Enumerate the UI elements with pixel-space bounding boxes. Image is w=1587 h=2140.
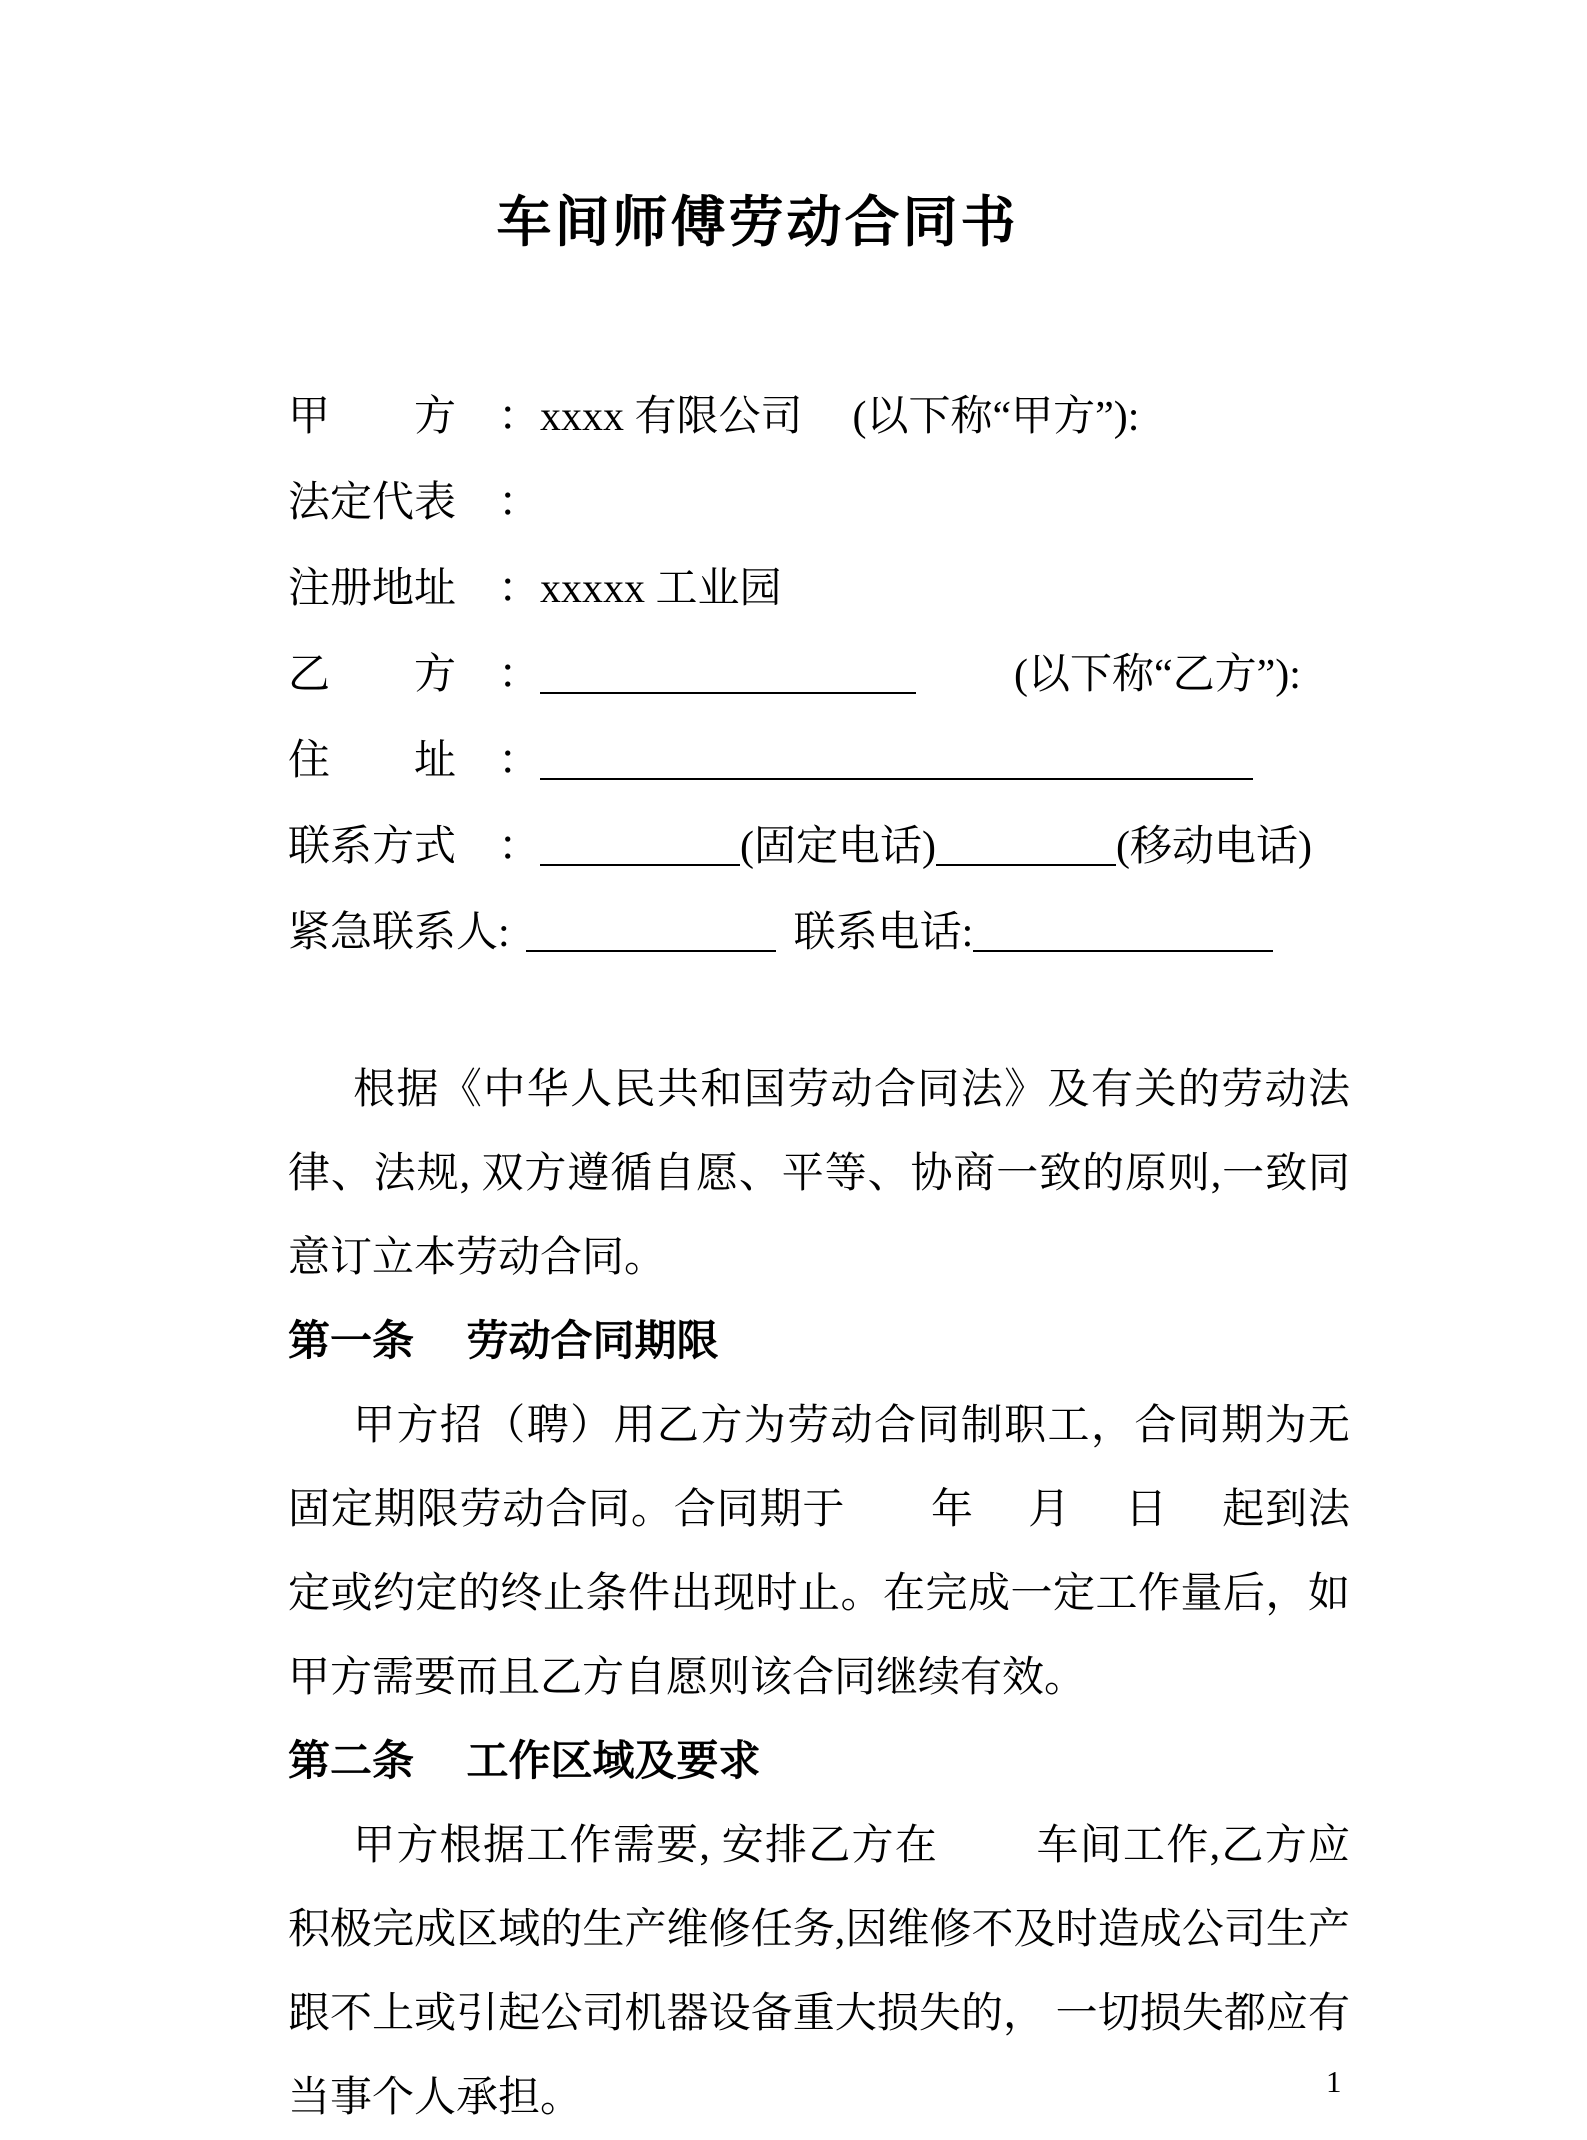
party-b-label: 乙 方 ： [288, 652, 541, 698]
preamble-paragraph: 根据《中华人民共和国劳动合同法》及有关的劳动法律、法规, 双方遵循自愿、平等、协商一致的原则,一致同意订立本劳动合同。 [288, 1067, 1350, 1281]
party-b-name-blank[interactable] [540, 684, 916, 694]
field-row-party-a [288, 374, 1448, 460]
emergency-phone-label: 联系电话: [793, 910, 974, 956]
fixed-phone-label: (固定电话) [740, 824, 936, 870]
field-row-emergency [288, 890, 1448, 976]
mobile-phone-blank[interactable] [936, 856, 1116, 866]
article-1-heading: 第一条 劳动合同期限 [288, 1319, 719, 1365]
contract-body [288, 1048, 1350, 2140]
reg-address-label: 注册地址 ： [288, 566, 541, 612]
address-label: 住 址 ： [288, 738, 541, 784]
address-blank[interactable] [540, 770, 1253, 780]
emergency-name-blank[interactable] [526, 942, 776, 952]
field-row-reg-address [288, 546, 1448, 632]
field-row-address [288, 718, 1448, 804]
emergency-contact-label: 紧急联系人: [288, 910, 510, 956]
party-b-note: (以下称“乙方”): [1014, 652, 1301, 698]
article-2-heading: 第二条 工作区域及要求 [288, 1739, 761, 1785]
page-number: 1 [1326, 2064, 1342, 2099]
mobile-phone-label: (移动电话) [1116, 824, 1312, 870]
emergency-phone-blank[interactable] [973, 942, 1273, 952]
party-info-section [288, 374, 1448, 976]
article-2-body: 甲方根据工作需要, 安排乙方在 车间工作,乙方应积极完成区域的生产维修任务,因维修不及时造成公司生产跟不上或引起公司机器设备重大损失的， 一切损失都应有当事个人承担。 [288, 1823, 1350, 2121]
contact-label: 联系方式 ： [288, 824, 541, 870]
field-row-contact [288, 804, 1448, 890]
field-row-legal-rep [288, 460, 1448, 546]
party-a-note: (以下称“甲方”): [852, 394, 1140, 440]
fixed-phone-blank[interactable] [540, 856, 740, 866]
party-a-value: xxxx 有限公司 [540, 394, 803, 440]
party-a-label: 甲 方 ： [288, 394, 541, 440]
field-row-party-b [288, 632, 1448, 718]
reg-address-value: xxxxx 工业园 [540, 566, 782, 612]
legal-rep-label: 法定代表 ： [288, 480, 541, 526]
article-1-body: 甲方招（聘）用乙方为劳动合同制职工，合同期为无固定期限劳动合同。合同期于 年 月 日 起到法定或约定的终止条件出现时止。在完成一定工作量后，如甲方需要而且乙方自愿则该合同继续有效。 [288, 1403, 1350, 1701]
page-title: 车间师傅劳动合同书 [496, 192, 1019, 253]
